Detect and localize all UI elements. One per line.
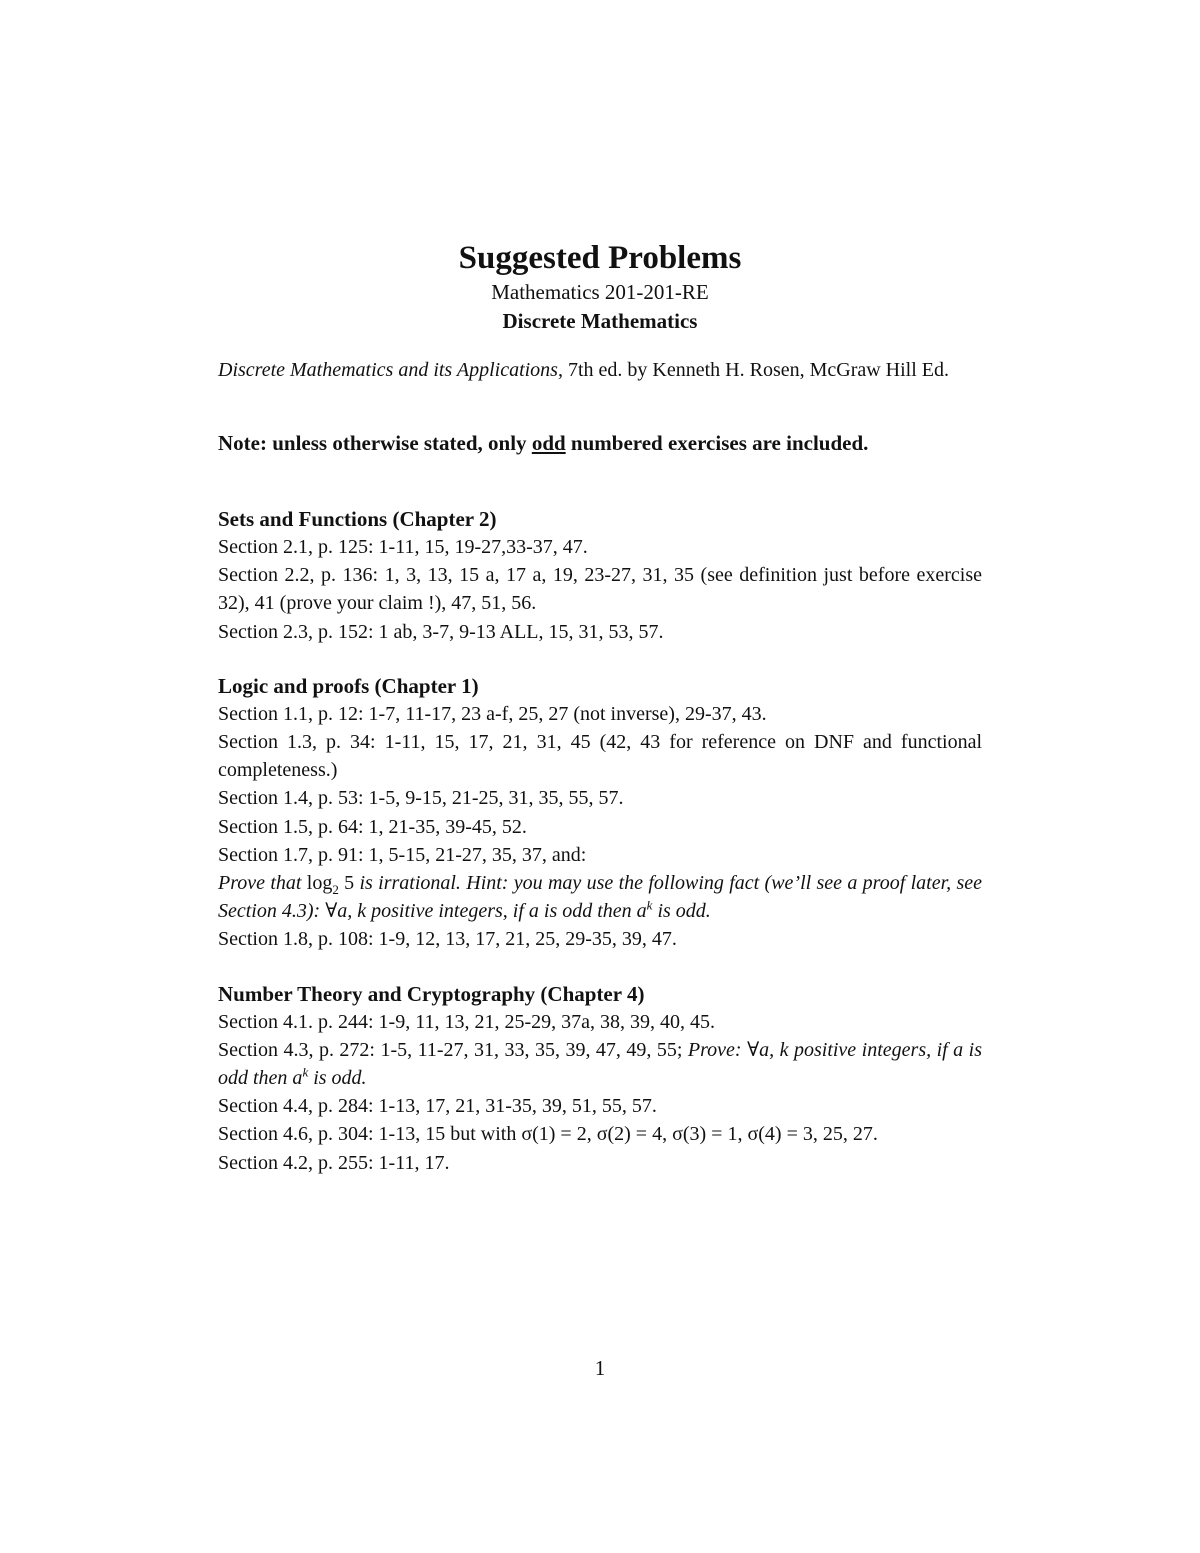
- proof-exercise: [218, 869, 982, 925]
- proof-text: is irrational. Hint: you may use the following fact (we’ll see a proof later, see Section 4.3): ∀a, k positive integers, if a is odd then a: [218, 872, 983, 923]
- note-underlined-word: odd: [531, 431, 566, 455]
- log-argument: 5: [338, 872, 355, 895]
- exercise-line: Section 1.7, p. 91: 1, 5-15, 21-27, 35, 37, and:: [218, 843, 587, 866]
- note-text-start: Note: unless otherwise stated, only: [218, 431, 532, 455]
- exercise-line: Section 1.3, p. 34: 1-11, 15, 17, 21, 31, 45 (42, 43 for reference on DNF and functional completeness.): [218, 731, 982, 782]
- note-text-end: numbered exercises are included.: [565, 431, 869, 455]
- proof-text: Prove: ∀a, k positive integers, if a is odd then a: [218, 1038, 982, 1090]
- note: [218, 429, 982, 458]
- exercise-line: Section 1.5, p. 64: 1, 21-35, 39-45, 52.: [218, 815, 527, 838]
- page-number: 1: [594, 1356, 606, 1380]
- exercise-line: Section 2.1, p. 125: 1-11, 15, 19-27,33-37, 47.: [218, 536, 588, 558]
- log-base: 2: [332, 882, 339, 898]
- textbook-reference: [218, 356, 982, 384]
- section-heading: Number Theory and Cryptography (Chapter 4): [218, 981, 645, 1006]
- book-details: , 7th ed. by Kenneth H. Rosen, McGraw Hill Ed.: [557, 359, 950, 381]
- section-sets-functions: [218, 505, 982, 646]
- exercise-line: Section 4.2, p. 255: 1-11, 17.: [218, 1151, 450, 1174]
- course-code: Mathematics 201-201-RE: [491, 280, 709, 304]
- exercise-text: Section 4.3, p. 272: 1-5, 11-27, 31, 33, 35, 39, 47, 49, 55;: [218, 1038, 688, 1061]
- page-title: Suggested Problems: [458, 240, 742, 276]
- exercise-line: Section 4.1. p. 244: 1-9, 11, 13, 21, 25-29, 37a, 38, 39, 40, 45.: [218, 1010, 716, 1033]
- exercise-line: Section 1.4, p. 53: 1-5, 9-15, 21-25, 31, 35, 55, 57.: [218, 787, 624, 810]
- exercise-line: Section 2.2, p. 136: 1, 3, 13, 15 a, 17 a, 19, 23-27, 31, 35 (see definition just before exercise 32), 41 (prove your claim !), 47, 51, 56.: [218, 564, 982, 615]
- exercise-line: Section 1.8, p. 108: 1-9, 12, 13, 17, 21, 25, 29-35, 39, 47.: [218, 928, 677, 951]
- exponent: k: [302, 1064, 309, 1080]
- exercise-line: Section 4.6, p. 304: 1-13, 15 but with σ(1) = 2, σ(2) = 4, σ(3) = 1, σ(4) = 3, 25, 27.: [218, 1123, 878, 1146]
- proof-text: is odd.: [308, 1067, 367, 1090]
- section-number-theory: [218, 980, 982, 1177]
- section-heading: Sets and Functions (Chapter 2): [218, 507, 497, 531]
- exercise-line: Section 1.1, p. 12: 1-7, 11-17, 23 a-f, 25, 27 (not inverse), 29-37, 43.: [218, 702, 767, 725]
- book-title: Discrete Mathematics and its Applications: [218, 359, 558, 381]
- proof-text: is odd.: [652, 900, 711, 923]
- proof-text: Prove that: [218, 872, 307, 895]
- log-expression: [306, 872, 355, 898]
- exercise-line: [218, 1036, 982, 1092]
- section-logic-proofs: [218, 672, 982, 954]
- section-heading: Logic and proofs (Chapter 1): [218, 673, 479, 698]
- course-name: Discrete Mathematics: [502, 309, 698, 333]
- exponent: k: [646, 897, 653, 913]
- exercise-line: Section 4.4, p. 284: 1-13, 17, 21, 31-35, 39, 51, 55, 57.: [218, 1095, 657, 1118]
- exercise-line: Section 2.3, p. 152: 1 ab, 3-7, 9-13 ALL, 15, 31, 53, 57.: [218, 620, 664, 643]
- document-page: [218, 238, 982, 1177]
- log-function: log: [306, 872, 333, 895]
